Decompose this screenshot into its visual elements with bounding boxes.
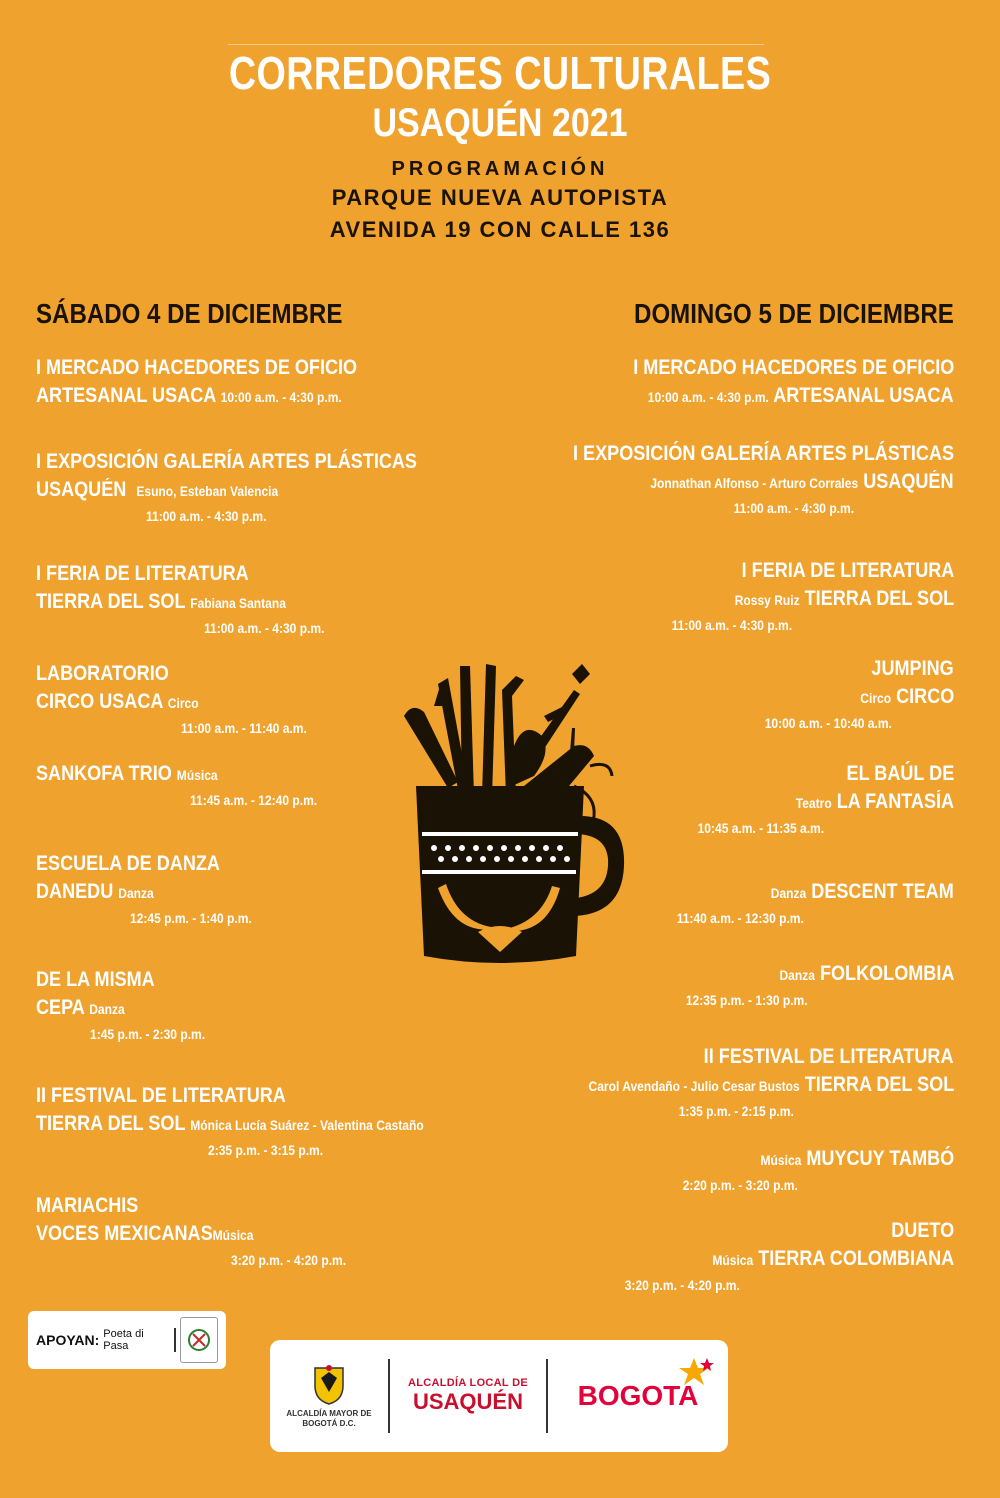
sponsor-name: Poeta di Pasa xyxy=(103,1328,176,1352)
bogota-logo xyxy=(548,1380,728,1412)
event-subtitle: CIRCO xyxy=(895,685,954,708)
event-detail: Danza xyxy=(771,885,807,901)
event-title: DE LA MISMA xyxy=(36,968,155,991)
event-time: 11:40 a.m. - 12:30 p.m. xyxy=(676,910,804,926)
sat-event-6 xyxy=(36,850,272,929)
event-time: 11:00 a.m. - 4:30 p.m. xyxy=(733,500,854,516)
sat-event-7 xyxy=(36,966,224,1045)
star-icon xyxy=(674,1358,714,1388)
poster-header xyxy=(0,46,1000,246)
alcaldia-local-top: ALCALDÍA LOCAL DE xyxy=(408,1377,528,1389)
programacion-label: PROGRAMACIÓN xyxy=(391,158,609,180)
event-subtitle: LA FANTASÍA xyxy=(836,790,954,813)
sat-event-2 xyxy=(36,448,479,527)
event-detail: Danza xyxy=(118,885,154,901)
event-time: 11:45 a.m. - 12:40 p.m. xyxy=(190,792,318,808)
event-subtitle: FOLKOLOMBIA xyxy=(819,962,954,985)
sun-event-6 xyxy=(656,878,954,929)
bogota-coat-of-arms-icon xyxy=(311,1364,347,1406)
art-tools-icon xyxy=(404,664,594,800)
mug-handle xyxy=(574,816,624,916)
event-title: DUETO xyxy=(891,1219,954,1242)
saturday-heading: SÁBADO 4 DE DICIEMBRE xyxy=(36,298,343,329)
event-title: ESCUELA DE DANZA xyxy=(36,852,220,875)
apoyan-label: APOYAN: xyxy=(36,1332,100,1348)
sun-event-7 xyxy=(666,960,954,1011)
event-subtitle: TIERRA DEL SOL xyxy=(804,1073,954,1096)
poster-year: USAQUÉN 2021 xyxy=(372,101,628,145)
event-subtitle: TIERRA COLOMBIANA xyxy=(758,1247,954,1270)
event-detail: Carol Avendaño - Julio Cesar Bustos xyxy=(588,1078,800,1094)
event-detail: Música xyxy=(760,1152,802,1168)
event-time: 2:20 p.m. - 3:20 p.m. xyxy=(682,1177,798,1193)
sat-event-3 xyxy=(36,560,344,639)
sunday-heading: DOMINGO 5 DE DICIEMBRE xyxy=(634,298,954,329)
event-title: I MERCADO HACEDORES DE OFICIO xyxy=(36,356,358,379)
mug-illustration xyxy=(394,656,634,976)
event-detail: Rossy Ruiz xyxy=(734,592,800,608)
institutional-logos xyxy=(270,1340,728,1452)
park-name: PARQUE NUEVA AUTOPISTA xyxy=(331,185,669,210)
event-subtitle: CIRCO USACA xyxy=(36,690,163,713)
event-title: EL BAÚL DE xyxy=(846,762,954,785)
sun-event-2 xyxy=(511,440,954,519)
event-time: 11:00 a.m. - 11:40 a.m. xyxy=(181,720,307,736)
event-title: I MERCADO HACEDORES DE OFICIO xyxy=(632,356,954,379)
event-subtitle: TIERRA DEL SOL xyxy=(36,590,186,613)
sat-event-4 xyxy=(36,660,327,739)
event-time: 10:00 a.m. - 4:30 p.m. xyxy=(648,389,770,405)
sun-event-4 xyxy=(744,655,954,734)
event-detail: Música xyxy=(176,767,218,783)
event-detail: Música xyxy=(712,1252,754,1268)
event-detail: Circo xyxy=(859,690,891,706)
address: AVENIDA 19 CON CALLE 136 xyxy=(329,217,671,242)
event-subtitle: TIERRA DEL SOL xyxy=(804,587,954,610)
poster-title: CORREDORES CULTURALES xyxy=(228,47,772,99)
sun-event-8 xyxy=(529,1043,954,1122)
event-title: II FESTIVAL DE LITERATURA xyxy=(36,1084,286,1107)
event-time: 2:35 p.m. - 3:15 p.m. xyxy=(208,1142,324,1158)
event-title: LABORATORIO xyxy=(36,662,169,685)
event-time: 1:45 p.m. - 2:30 p.m. xyxy=(90,1026,206,1042)
sat-event-1 xyxy=(36,354,409,411)
event-time: 10:45 a.m. - 11:35 a.m. xyxy=(697,820,824,836)
event-subtitle: DANEDU xyxy=(36,880,114,903)
sun-event-3 xyxy=(652,557,954,636)
event-subtitle: VOCES MEXICANAS xyxy=(36,1222,213,1245)
sun-event-5 xyxy=(677,760,954,839)
event-detail: Teatro xyxy=(795,795,832,811)
event-time: 3:20 p.m. - 4:20 p.m. xyxy=(231,1252,347,1268)
event-subtitle: USAQUÉN xyxy=(36,478,127,501)
event-subtitle: DESCENT TEAM xyxy=(811,880,954,903)
event-title: SANKOFA TRIO xyxy=(36,762,172,785)
event-detail: Mónica Lucía Suárez - Valentina Castaño xyxy=(190,1117,424,1133)
event-subtitle: ARTESANAL USACA xyxy=(773,384,954,407)
event-subtitle: ARTESANAL USACA xyxy=(36,384,216,407)
sponsors-box xyxy=(28,1311,226,1369)
event-title: I FERIA DE LITERATURA xyxy=(741,559,954,582)
alcaldia-local-logo xyxy=(390,1377,546,1415)
sun-event-10 xyxy=(606,1217,954,1296)
alcaldia-mayor-text: ALCALDÍA MAYOR DE BOGOTÁ D.C. xyxy=(286,1408,372,1428)
event-time: 1:35 p.m. - 2:15 p.m. xyxy=(678,1103,794,1119)
sun-event-9 xyxy=(664,1145,954,1196)
event-subtitle: TIERRA DEL SOL xyxy=(36,1112,186,1135)
event-detail: Danza xyxy=(779,967,815,983)
event-time: 10:00 a.m. - 10:40 a.m. xyxy=(764,715,892,731)
event-title: JUMPING xyxy=(871,657,954,680)
event-title: I FERIA DE LITERATURA xyxy=(36,562,249,585)
event-title: II FESTIVAL DE LITERATURA xyxy=(704,1045,954,1068)
event-detail: Jonnathan Alfonso - Arturo Corrales xyxy=(650,475,859,491)
event-detail: Esuno, Esteban Valencia xyxy=(136,483,279,499)
event-detail: Fabiana Santana xyxy=(190,595,286,611)
alcaldia-local-name: USAQUÉN xyxy=(412,1389,523,1414)
event-subtitle: MUYCUY TAMBÓ xyxy=(806,1147,954,1170)
sponsor-seal-icon xyxy=(180,1317,218,1363)
event-title: I EXPOSICIÓN GALERÍA ARTES PLÁSTICAS xyxy=(573,442,954,465)
event-detail: Música xyxy=(212,1227,254,1243)
event-subtitle: USAQUÉN xyxy=(863,470,954,493)
alcaldia-mayor-logo xyxy=(270,1364,388,1429)
sat-event-9 xyxy=(36,1192,365,1271)
bogota-wordmark: BOGOTA xyxy=(577,1380,699,1411)
event-detail: Circo xyxy=(167,695,199,711)
event-title: I EXPOSICIÓN GALERÍA ARTES PLÁSTICAS xyxy=(36,450,417,473)
sat-event-8 xyxy=(36,1082,487,1161)
event-title: MARIACHIS xyxy=(36,1194,139,1217)
event-time: 11:00 a.m. - 4:30 p.m. xyxy=(146,508,267,524)
event-time: 3:20 p.m. - 4:20 p.m. xyxy=(624,1277,740,1293)
event-subtitle: CEPA xyxy=(36,996,85,1019)
event-detail: Danza xyxy=(89,1001,125,1017)
top-rule xyxy=(228,44,764,45)
sat-event-5 xyxy=(36,760,338,811)
event-time: 12:35 p.m. - 1:30 p.m. xyxy=(686,992,808,1008)
event-time: 11:00 a.m. - 4:30 p.m. xyxy=(204,620,325,636)
event-time: 11:00 a.m. - 4:30 p.m. xyxy=(671,617,792,633)
event-time: 10:00 a.m. - 4:30 p.m. xyxy=(220,389,342,405)
event-time: 12:45 p.m. - 1:40 p.m. xyxy=(130,910,252,926)
sun-event-1 xyxy=(581,354,954,411)
